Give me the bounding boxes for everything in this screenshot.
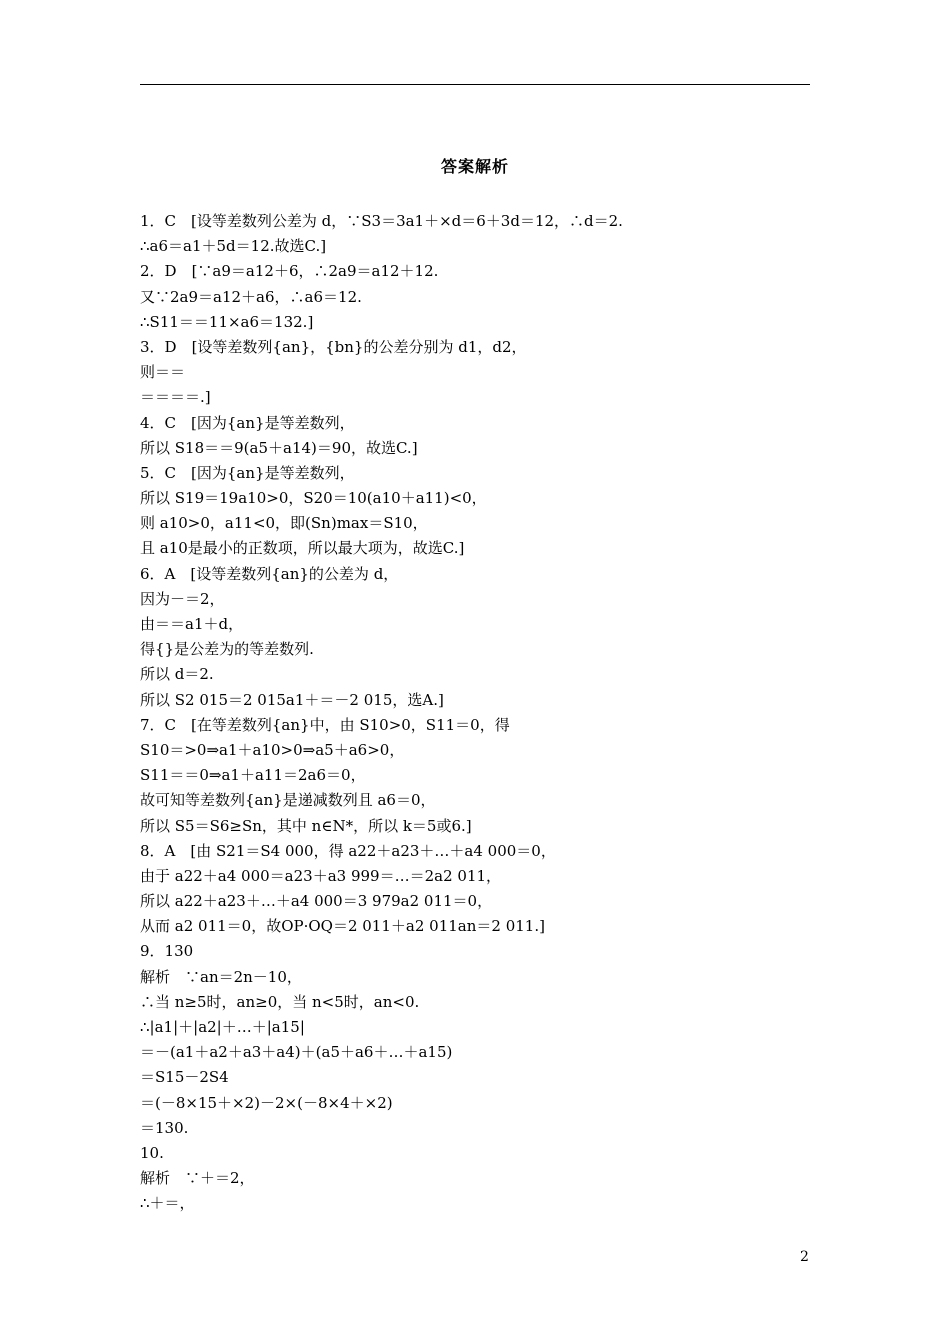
text-line: 6．A [设等差数列{an}的公差为 d， <box>140 564 399 583</box>
text-line: ∴当 n≥5时，an≥0，当 n<5时，an<0. <box>140 992 420 1011</box>
text-line: S10＝>0⇒a1＋a10>0⇒a5＋a6>0， <box>140 740 405 759</box>
text-line: 所以 a22＋a23＋…＋a4 000＝3 979a2 011＝0， <box>140 892 493 911</box>
text-line: 从而 a2 011＝0，故OP·OQ＝2 011＋a2 011an＝2 011.] <box>140 917 545 936</box>
text-line: 8．A [由 S21＝S4 000，得 a22＋a23＋…＋a4 000＝0， <box>140 841 556 860</box>
header-rule <box>140 84 810 85</box>
text-line: 解析 ∵an＝2n－10， <box>140 967 302 986</box>
text-line: ∴S11＝＝11×a6＝132.] <box>140 312 314 331</box>
text-line: ∴＋＝， <box>140 1194 195 1213</box>
text-line: ＝＝＝＝.] <box>140 388 211 407</box>
text-line: 3．D [设等差数列{an}，{bn}的公差分别为 d1，d2， <box>140 337 527 356</box>
page-number: 2 <box>800 1249 809 1265</box>
text-line: 解析 ∵＋＝2， <box>140 1169 255 1188</box>
text-line: 因为－＝2， <box>140 589 225 608</box>
text-line: ＝－(a1＋a2＋a3＋a4)＋(a5＋a6＋…＋a15) <box>140 1043 453 1062</box>
text-line: 由于 a22＋a4 000＝a23＋a3 999＝…＝2a2 011， <box>140 866 502 885</box>
text-line: 7．C [在等差数列{an}中，由 S10>0，S11＝0，得 <box>140 715 510 734</box>
text-line: 5．C [因为{an}是等差数列， <box>140 463 355 482</box>
page-title: 答案解析 <box>440 157 509 176</box>
text-line: 2．D [∵a9＝a12＋6，∴2a9＝a12＋12. <box>140 262 439 281</box>
answer-body <box>140 209 810 1217</box>
text-line: 则 a10>0，a11<0，即(Sn)max＝S10， <box>140 514 428 533</box>
text-line: ∴a6＝a1＋5d＝12.故选C.] <box>140 237 327 256</box>
text-line: 4．C [因为{an}是等差数列， <box>140 413 355 432</box>
text-line: 则＝＝ <box>140 363 186 382</box>
text-line: 所以 S5＝S6≥Sn，其中 n∈N*，所以 k＝5或6.] <box>140 816 472 835</box>
text-line: 由＝＝a1＋d， <box>140 615 244 633</box>
text-line: ＝S15－2S4 <box>140 1068 229 1087</box>
text-line: 得{}是公差为的等差数列. <box>140 640 314 659</box>
text-line: 所以 S2 015＝2 015a1＋＝－2 015，选A.] <box>140 690 444 709</box>
text-line: 又∵2a9＝a12＋a6，∴a6＝12. <box>140 287 362 306</box>
text-line: 9．130 <box>140 942 194 961</box>
text-line: 故可知等差数列{an}是递减数列且 a6＝0， <box>140 791 436 810</box>
text-line: 10. <box>140 1143 164 1162</box>
text-line: 且 a10是最小的正数项，所以最大项为，故选C.] <box>140 539 465 558</box>
text-line: 所以 S19＝19a10>0，S20＝10(a10＋a11)<0， <box>140 489 487 508</box>
text-line: ＝130. <box>140 1118 189 1137</box>
text-line: ＝(－8×15＋×2)－2×(－8×4＋×2) <box>140 1093 393 1112</box>
text-line: S11＝＝0⇒a1＋a11＝2a6＝0， <box>140 766 366 785</box>
text-line: 所以 d＝2. <box>140 665 214 684</box>
text-line: ∴|a1|＋|a2|＋…＋|a15| <box>140 1018 305 1036</box>
text-line: 1．C [设等差数列公差为 d，∵S3＝3a1＋×d＝6＋3d＝12，∴d＝2. <box>140 212 623 230</box>
text-line: 所以 S18＝＝9(a5＋a14)＝90，故选C.] <box>140 438 418 457</box>
